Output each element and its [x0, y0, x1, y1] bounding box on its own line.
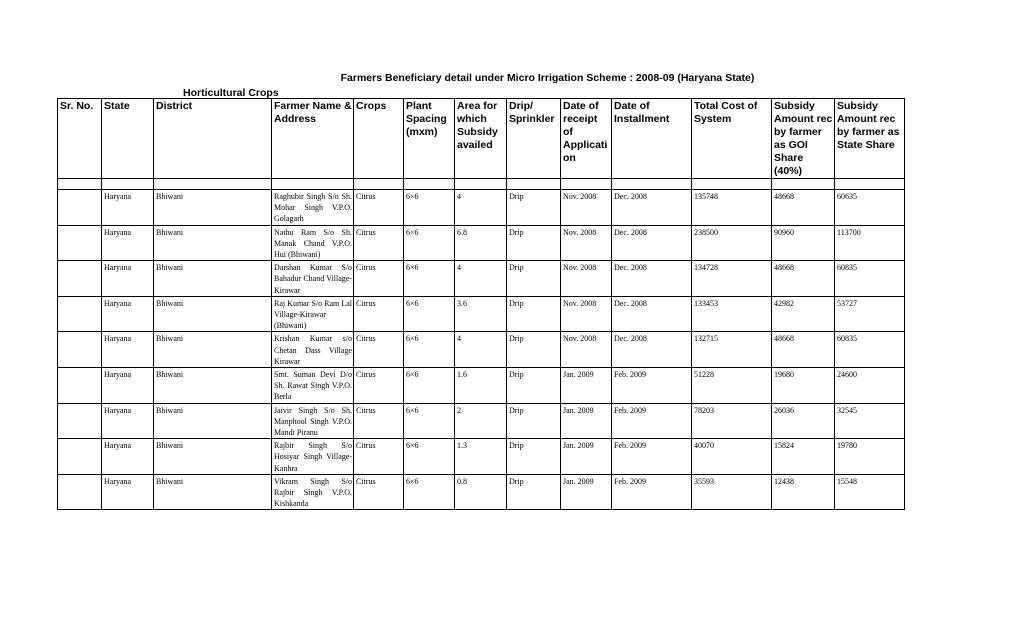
cell-crop: Citrus [354, 190, 404, 226]
table-row [58, 225, 905, 261]
cell-irrigation-type: Drip [507, 474, 561, 510]
cell-subsidy-goi: 48668 [772, 261, 835, 297]
cell-date-receipt: Nov. 2008 [561, 332, 612, 368]
cell-crop: Citrus [354, 261, 404, 297]
cell-subsidy-state: 60835 [835, 261, 905, 297]
cell-crop: Citrus [354, 474, 404, 510]
cell-date-receipt: Nov. 2008 [561, 261, 612, 297]
cell-subsidy-goi: 15824 [772, 439, 835, 475]
cell-state: Haryana [102, 261, 154, 297]
cell-total-cost: 132715 [692, 332, 772, 368]
cell-date-receipt: Jan. 2009 [561, 474, 612, 510]
cell-subsidy-state: 15548 [835, 474, 905, 510]
cell-date-installment: Dec. 2008 [612, 225, 692, 261]
cell-district: Bhiwani [154, 190, 272, 226]
header-crops: Crops [354, 99, 404, 179]
cell-state: Haryana [102, 332, 154, 368]
cell-district: Bhiwani [154, 403, 272, 439]
cell-state: Haryana [102, 439, 154, 475]
header-plant-spacing: Plant Spacing (mxm) [404, 99, 455, 179]
cell-date-receipt: Nov. 2008 [561, 190, 612, 226]
cell-crop: Citrus [354, 225, 404, 261]
header-area: Area for which Subsidy availed [455, 99, 507, 179]
cell-area: 4 [455, 332, 507, 368]
header-date-receipt: Date of receipt of Applicati on [561, 99, 612, 179]
cell-subsidy-goi: 48668 [772, 332, 835, 368]
cell-plant-spacing: 6×6 [404, 368, 455, 404]
cell-plant-spacing: 6×6 [404, 403, 455, 439]
cell-plant-spacing: 6×6 [404, 332, 455, 368]
cell-area: 3.6 [455, 296, 507, 332]
cell-sr-no [58, 190, 102, 226]
cell-date-installment: Feb. 2009 [612, 368, 692, 404]
cell-sr-no [58, 474, 102, 510]
cell-irrigation-type: Drip [507, 403, 561, 439]
header-subsidy-state: Subsidy Amount rec by farmer as State Share [835, 99, 905, 179]
table-row [58, 261, 905, 297]
table-row [58, 190, 905, 226]
cell-area: 4 [455, 261, 507, 297]
cell-area: 1.3 [455, 439, 507, 475]
cell-total-cost: 238500 [692, 225, 772, 261]
beneficiary-table [57, 98, 905, 510]
cell-date-receipt: Jan. 2009 [561, 403, 612, 439]
cell-state: Haryana [102, 225, 154, 261]
cell-farmer-name-address: Vikram Singh S/o Rajbir Singh V.P.O. Kishkanda [272, 474, 354, 510]
cell-total-cost: 40070 [692, 439, 772, 475]
table-row [58, 368, 905, 404]
cell-sr-no [58, 296, 102, 332]
cell-date-receipt: Nov. 2008 [561, 296, 612, 332]
cell-total-cost: 134728 [692, 261, 772, 297]
header-state: State [102, 99, 154, 179]
cell-farmer-name-address: Rajbir Singh S/o Hosiyar Singh Village-Kanhra [272, 439, 354, 475]
cell-total-cost: 135748 [692, 190, 772, 226]
cell-district: Bhiwani [154, 332, 272, 368]
table-row [58, 403, 905, 439]
cell-sr-no [58, 368, 102, 404]
cell-date-installment: Dec. 2008 [612, 296, 692, 332]
cell-irrigation-type: Drip [507, 439, 561, 475]
cell-district: Bhiwani [154, 474, 272, 510]
table-row [58, 296, 905, 332]
cell-district: Bhiwani [154, 261, 272, 297]
cell-crop: Citrus [354, 439, 404, 475]
cell-farmer-name-address: Jaivir Singh S/o Sh. Manphool Singh V.P.O. Mandi Piranu [272, 403, 354, 439]
cell-state: Haryana [102, 296, 154, 332]
cell-area: 4 [455, 190, 507, 226]
cell-total-cost: 133453 [692, 296, 772, 332]
header-drip-sprinkler: Drip/ Sprinkler [507, 99, 561, 179]
cell-subsidy-goi: 12438 [772, 474, 835, 510]
cell-subsidy-state: 60835 [835, 332, 905, 368]
cell-district: Bhiwani [154, 225, 272, 261]
header-district: District [154, 99, 272, 179]
cell-date-installment: Dec. 2008 [612, 261, 692, 297]
cell-farmer-name-address: Raghubir Singh S/o Sh. Mohar Singh V.P.O. Golagarh [272, 190, 354, 226]
cell-irrigation-type: Drip [507, 368, 561, 404]
header-sr-no: Sr. No. [58, 99, 102, 179]
document-title: Farmers Beneficiary detail under Micro Irrigation Scheme : 2008-09 (Haryana State) [340, 72, 755, 84]
cell-farmer-name-address: Nathu Ram S/o Sh. Manak Chand V.P.O. Hui (Bhiwani) [272, 225, 354, 261]
cell-plant-spacing: 6×6 [404, 439, 455, 475]
cell-irrigation-type: Drip [507, 190, 561, 226]
cell-subsidy-goi: 48668 [772, 190, 835, 226]
cell-state: Haryana [102, 474, 154, 510]
cell-sr-no [58, 439, 102, 475]
cell-date-installment: Feb. 2009 [612, 439, 692, 475]
cell-state: Haryana [102, 190, 154, 226]
cell-date-receipt: Jan. 2009 [561, 368, 612, 404]
cell-date-receipt: Jan. 2009 [561, 439, 612, 475]
cell-subsidy-state: 113700 [835, 225, 905, 261]
cell-plant-spacing: 6×6 [404, 190, 455, 226]
table-row [58, 332, 905, 368]
cell-sr-no [58, 225, 102, 261]
cell-district: Bhiwani [154, 368, 272, 404]
header-farmer-name: Farmer Name & Address [272, 99, 354, 179]
cell-crop: Citrus [354, 332, 404, 368]
cell-plant-spacing: 6×6 [404, 261, 455, 297]
cell-sr-no [58, 332, 102, 368]
cell-crop: Citrus [354, 368, 404, 404]
cell-state: Haryana [102, 368, 154, 404]
cell-area: 1.6 [455, 368, 507, 404]
cell-subsidy-state: 53727 [835, 296, 905, 332]
table-row [58, 439, 905, 475]
table-header-row [58, 99, 905, 179]
cell-subsidy-state: 60635 [835, 190, 905, 226]
cell-plant-spacing: 6×6 [404, 296, 455, 332]
cell-total-cost: 35593 [692, 474, 772, 510]
cell-total-cost: 78203 [692, 403, 772, 439]
cell-irrigation-type: Drip [507, 261, 561, 297]
spacer-row [58, 179, 905, 190]
header-total-cost: Total Cost of System [692, 99, 772, 179]
cell-date-installment: Feb. 2009 [612, 403, 692, 439]
cell-subsidy-state: 32545 [835, 403, 905, 439]
cell-subsidy-goi: 26036 [772, 403, 835, 439]
cell-date-installment: Feb. 2009 [612, 474, 692, 510]
cell-farmer-name-address: Darshan Kumar S/o Bahadur Chand Village-Kirawar [272, 261, 354, 297]
cell-plant-spacing: 6×6 [404, 474, 455, 510]
cell-sr-no [58, 261, 102, 297]
cell-farmer-name-address: Raj Kumar S/o Ram Lal Village-Kirawar (Bhiwani) [272, 296, 354, 332]
cell-crop: Citrus [354, 296, 404, 332]
cell-subsidy-goi: 42982 [772, 296, 835, 332]
cell-area: 2 [455, 403, 507, 439]
cell-crop: Citrus [354, 403, 404, 439]
cell-irrigation-type: Drip [507, 225, 561, 261]
cell-sr-no [58, 403, 102, 439]
cell-district: Bhiwani [154, 296, 272, 332]
cell-subsidy-state: 24600 [835, 368, 905, 404]
cell-date-installment: Dec. 2008 [612, 190, 692, 226]
cell-total-cost: 51228 [692, 368, 772, 404]
cell-farmer-name-address: Krishan Kumar s/o Chetan Dass Village Kirawar [272, 332, 354, 368]
table-row [58, 474, 905, 510]
cell-date-receipt: Nov. 2008 [561, 225, 612, 261]
cell-plant-spacing: 6×6 [404, 225, 455, 261]
cell-area: 0.8 [455, 474, 507, 510]
cell-area: 6.8 [455, 225, 507, 261]
cell-date-installment: Dec. 2008 [612, 332, 692, 368]
cell-subsidy-goi: 19680 [772, 368, 835, 404]
cell-state: Haryana [102, 403, 154, 439]
cell-irrigation-type: Drip [507, 296, 561, 332]
cell-subsidy-goi: 90960 [772, 225, 835, 261]
cell-irrigation-type: Drip [507, 332, 561, 368]
document-subtitle: Horticultural Crops [183, 87, 279, 99]
cell-subsidy-state: 19780 [835, 439, 905, 475]
header-subsidy-goi: Subsidy Amount rec by farmer as GOI Share (40%) [772, 99, 835, 179]
cell-farmer-name-address: Smt. Suman Devi D/o Sh. Rawat Singh V.P.O. Berla [272, 368, 354, 404]
cell-district: Bhiwani [154, 439, 272, 475]
header-date-installment: Date of Installment [612, 99, 692, 179]
